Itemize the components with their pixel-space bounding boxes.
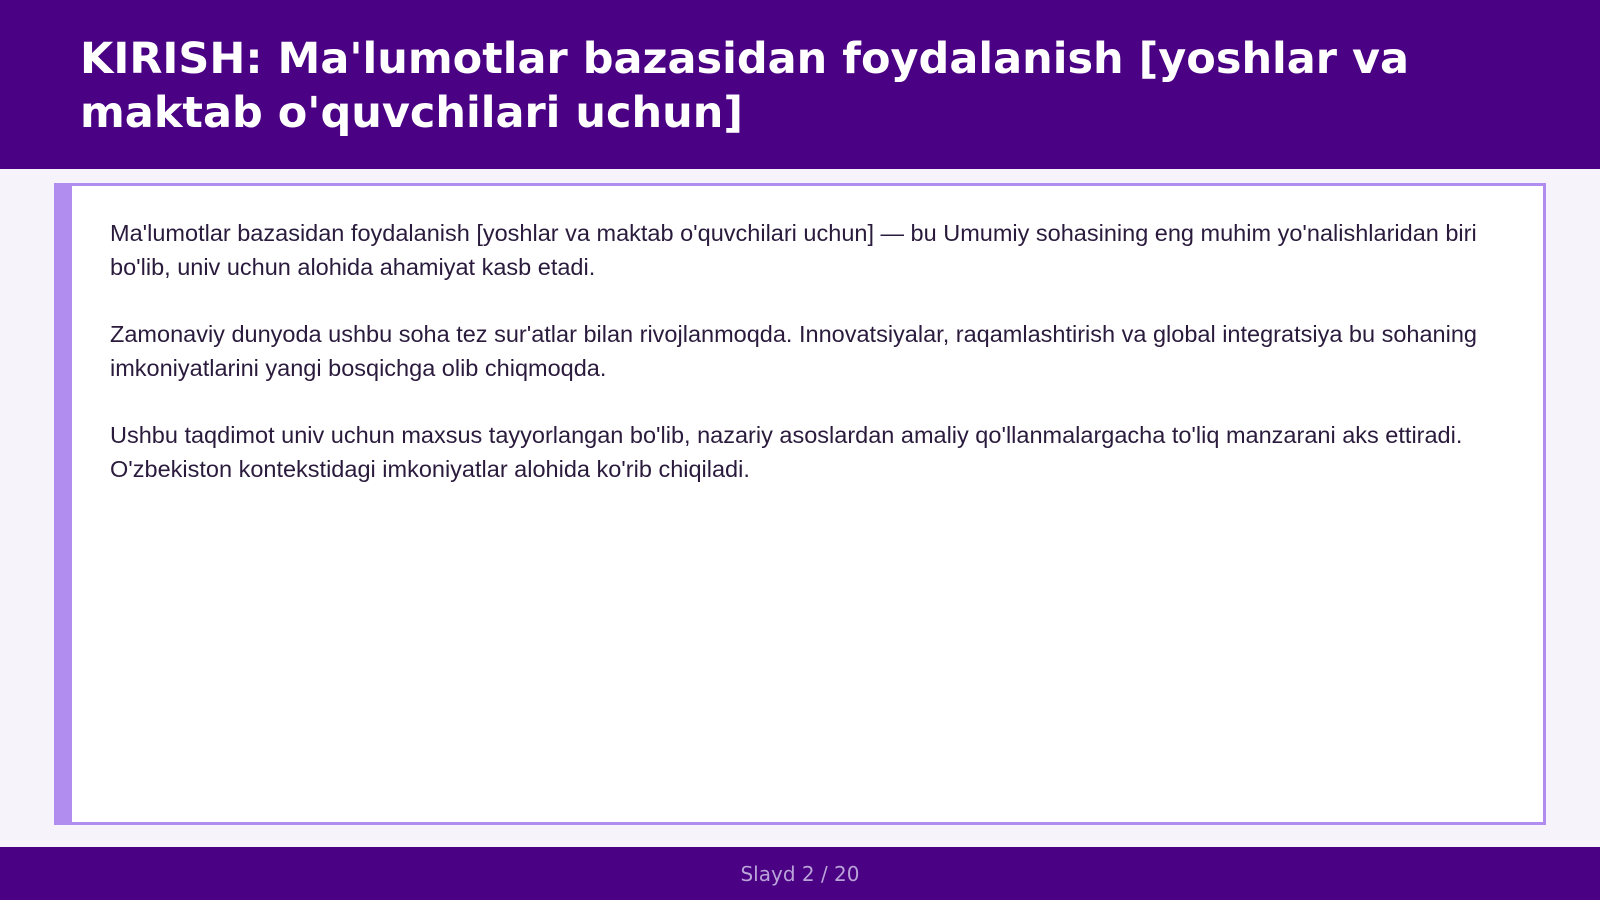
content-card bbox=[54, 183, 1546, 825]
intro-paragraph: Ma'lumotlar bazasidan foydalanish [yoshlar va maktab o'quvchilari uchun] — bu Umumiy sohasining eng muhim yo'nalishlaridan biri bo'lib, univ uchun alohida ahamiyat kasb etadi. bbox=[110, 220, 1477, 280]
purpose-paragraph: Ushbu taqdimot univ uchun maxsus tayyorlangan bo'lib, nazariy asoslardan amaliy qo'llanmalargacha to'liq manzarani aks ettiradi. O'zbekiston kontekstidagi imkoniyatlar alohida ko'rib chiqiladi. bbox=[110, 422, 1463, 482]
slide-header bbox=[0, 0, 1600, 169]
slide-footer bbox=[0, 847, 1600, 900]
slide-title: KIRISH: Ma'lumotlar bazasidan foydalanish [yoshlar va maktab o'quvchilari uchun] bbox=[80, 34, 1410, 138]
slide-counter: Slayd 2 / 20 bbox=[740, 861, 860, 886]
context-paragraph: Zamonaviy dunyoda ushbu soha tez sur'atlar bilan rivojlanmoqda. Innovatsiyalar, raqamlashtirish va global integratsiya bu sohaning imkoniyatlarini yangi bosqichga olib chiqmoqda. bbox=[110, 321, 1477, 381]
